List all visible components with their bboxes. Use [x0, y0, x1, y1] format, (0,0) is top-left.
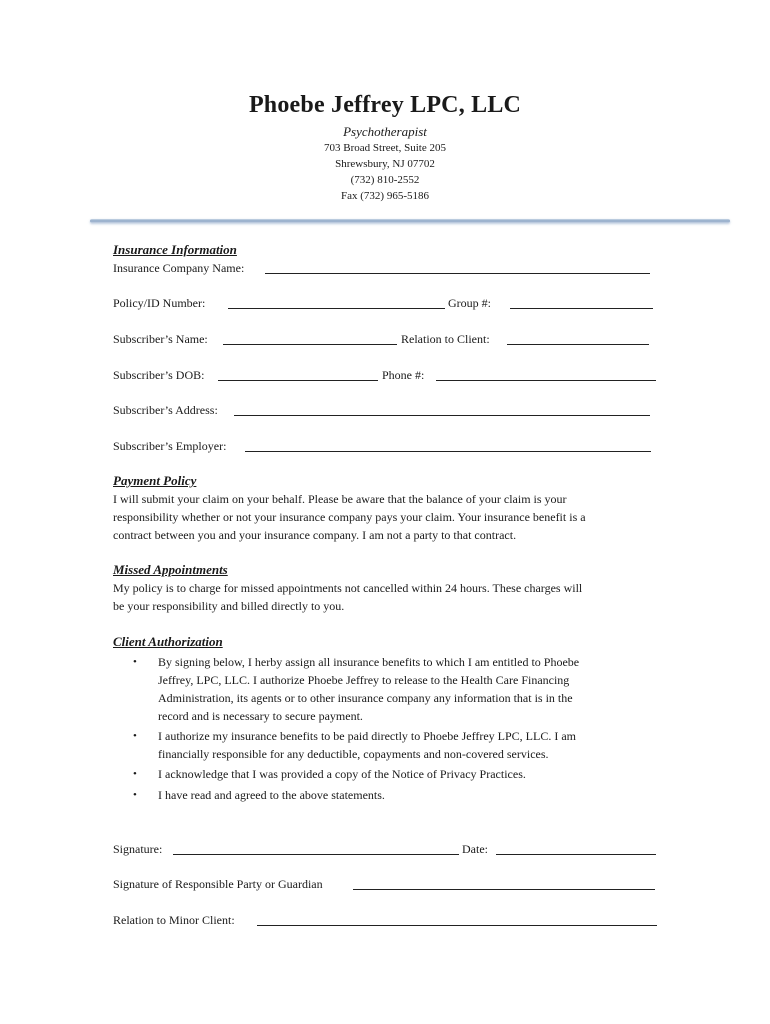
insurance-company-row	[113, 261, 653, 277]
dob-label: Subscriber’s DOB:	[113, 368, 205, 382]
policy-label: Policy/ID Number:	[113, 296, 206, 310]
relation-minor-field[interactable]	[257, 913, 657, 926]
bullet-text	[158, 653, 638, 725]
signature-label: Signature:	[113, 842, 163, 856]
relation-field[interactable]	[507, 332, 649, 345]
address-row	[113, 403, 653, 419]
dob-row	[113, 368, 658, 384]
payment-text	[113, 490, 658, 544]
address-line-1: 703 Broad Street, Suite 205	[324, 142, 446, 154]
subscriber-name-field[interactable]	[223, 332, 397, 345]
item-1-line-2: Jeffrey, LPC, LLC. I authorize Phoebe Jeffrey to release to the Health Care Financing	[158, 673, 570, 687]
item-1-line-4: record and is necessary to secure payment.	[158, 709, 363, 723]
practice-subtitle: Psychotherapist	[343, 124, 427, 139]
phone-number: (732) 810-2552	[350, 174, 420, 186]
item-1-line-3: Administration, its agents or to other insurance company any information that is in the	[158, 691, 573, 705]
date-label: Date:	[462, 842, 488, 856]
insurance-company-label: Insurance Company Name:	[113, 261, 245, 275]
missed-line-1: My policy is to charge for missed appointments not cancelled within 24 hours. These charges will	[113, 581, 583, 595]
group-field[interactable]	[510, 296, 653, 309]
employer-field[interactable]	[245, 439, 651, 452]
address-label: Subscriber’s Address:	[113, 403, 218, 417]
address-field[interactable]	[234, 403, 650, 416]
responsible-party-row	[113, 877, 658, 893]
header-divider	[90, 219, 730, 223]
item-4-text: I have read and agreed to the above statements.	[158, 788, 385, 802]
relation-minor-label: Relation to Minor Client:	[113, 913, 235, 927]
insurance-heading: Insurance Information	[113, 242, 237, 257]
payment-line-2: responsibility whether or not your insurance company pays your claim. Your insurance benefit is a	[113, 510, 586, 524]
authorization-heading: Client Authorization	[113, 634, 223, 649]
responsible-party-field[interactable]	[353, 877, 655, 890]
payment-line-3: contract between you and your insurance company. I am not a party to that contract.	[113, 528, 517, 542]
bullet-icon: •	[133, 789, 137, 801]
signature-row	[113, 842, 658, 858]
signature-field[interactable]	[173, 842, 459, 855]
item-1-line-1: By signing below, I herby assign all insurance benefits to which I am entitled to Phoebe	[158, 655, 580, 669]
phone-label: Phone #:	[382, 368, 425, 382]
phone-field[interactable]	[436, 368, 656, 381]
payment-line-1: I will submit your claim on your behalf. Please be aware that the balance of your claim is your	[113, 492, 567, 506]
employer-row	[113, 439, 653, 455]
bullet-icon: •	[133, 768, 137, 780]
insurance-company-field[interactable]	[265, 261, 650, 274]
item-2-line-1: I authorize my insurance benefits to be paid directly to Phoebe Jeffrey LPC, LLC. I am	[158, 729, 576, 743]
responsible-party-label: Signature of Responsible Party or Guardian	[113, 877, 323, 891]
missed-line-2: be your responsibility and billed directly to you.	[113, 599, 345, 613]
fax-number: Fax (732) 965-5186	[341, 190, 429, 202]
group-label: Group #:	[448, 296, 491, 310]
missed-text	[113, 579, 658, 615]
address-line-2: Shrewsbury, NJ 07702	[335, 158, 435, 170]
date-field[interactable]	[496, 842, 656, 855]
bullet-icon: •	[133, 656, 137, 668]
dob-field[interactable]	[218, 368, 378, 381]
employer-label: Subscriber’s Employer:	[113, 439, 227, 453]
policy-field[interactable]	[228, 296, 445, 309]
subscriber-name-label: Subscriber’s Name:	[113, 332, 208, 346]
bullet-icon: •	[133, 730, 137, 742]
item-3-text: I acknowledge that I was provided a copy of the Notice of Privacy Practices.	[158, 767, 526, 781]
relation-label: Relation to Client:	[401, 332, 490, 346]
bullet-text	[158, 727, 638, 763]
payment-heading: Payment Policy	[113, 473, 197, 488]
practice-title: Phoebe Jeffrey LPC, LLC	[248, 92, 522, 118]
policy-row	[113, 296, 658, 312]
item-2-line-2: financially responsible for any deductible, copayments and non-covered services.	[158, 747, 549, 761]
subscriber-name-row	[113, 332, 653, 348]
relation-minor-row	[113, 913, 658, 929]
missed-heading: Missed Appointments	[113, 562, 228, 577]
